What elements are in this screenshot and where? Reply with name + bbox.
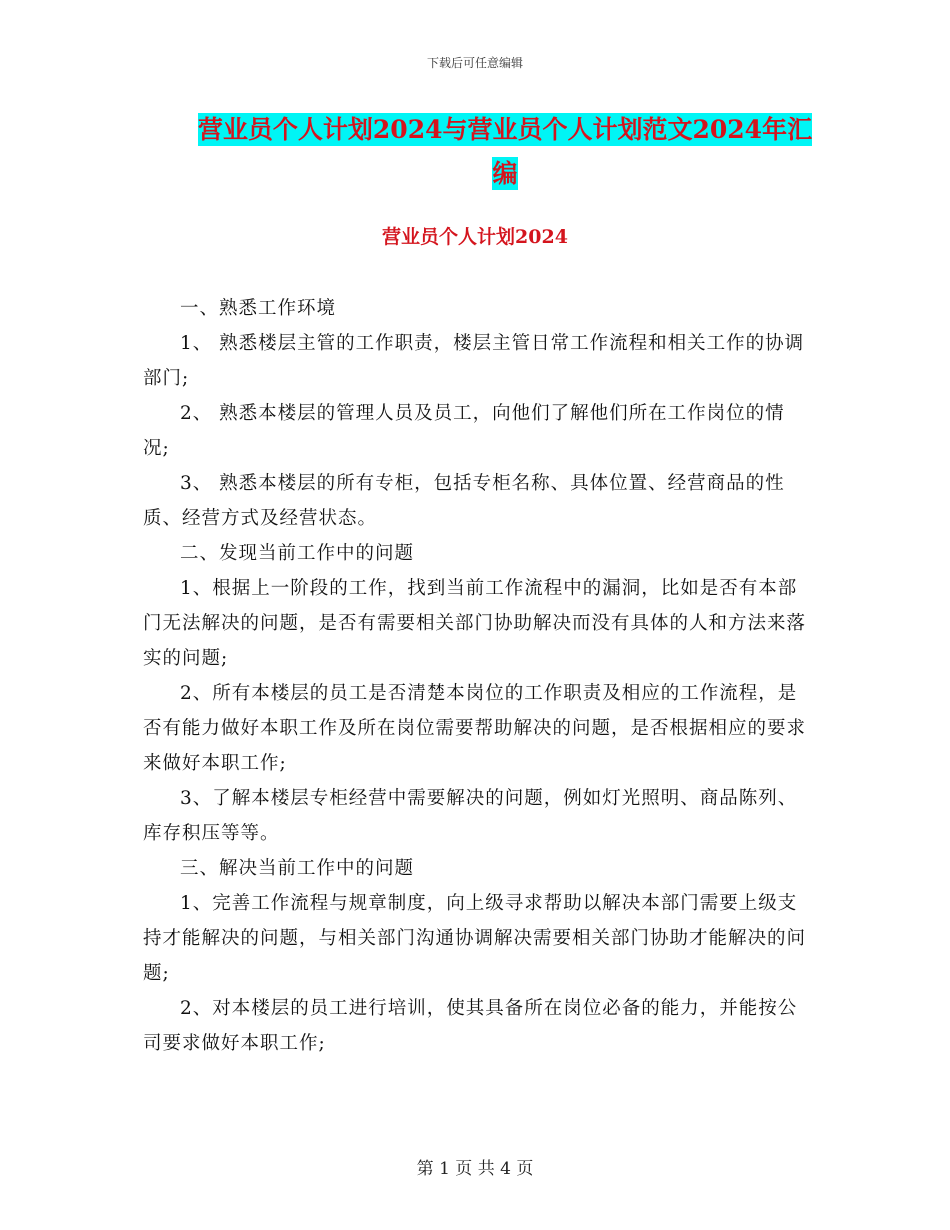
paragraph: 3、了解本楼层专柜经营中需要解决的问题，例如灯光照明、商品陈列、库存积压等等。 [143, 788, 798, 844]
paragraph: 三、解决当前工作中的问题 [180, 858, 415, 879]
document-title [195, 108, 815, 196]
page-footer: 第 1 页 共 4 页 [416, 1159, 534, 1179]
document-body [143, 291, 808, 1061]
paragraph: 1、完善工作流程与规章制度，向上级寻求帮助以解决本部门需要上级支持才能解决的问题，与相关部门沟通协调解决需要相关部门协助才能解决的问题; [143, 893, 807, 984]
paragraph: 2、 熟悉本楼层的管理人员及员工，向他们了解他们所在工作岗位的情况; [143, 403, 785, 459]
paragraph: 一、熟悉工作环境 [180, 298, 337, 319]
paragraph: 二、发现当前工作中的问题 [180, 543, 415, 564]
paragraph: 2、对本楼层的员工进行培训，使其具备所在岗位必备的能力，并能按公司要求做好本职工作; [143, 998, 798, 1054]
paragraph: 3、 熟悉本楼层的所有专柜，包括专柜名称、具体位置、经营商品的性质、经营方式及经营状态。 [143, 473, 785, 529]
paragraph: 1、根据上一阶段的工作，找到当前工作流程中的漏洞，比如是否有本部门无法解决的问题，是否有需要相关部门协助解决而没有具体的人和方法来落实的问题; [143, 578, 807, 669]
header-note: 下载后可任意编辑 [426, 56, 523, 70]
paragraph: 1、 熟悉楼层主管的工作职责，楼层主管日常工作流程和相关工作的协调部门; [143, 333, 805, 389]
section-title: 营业员个人计划2024 [382, 226, 568, 248]
document-title-text: 营业员个人计划2024与营业员个人计划范文2024年汇编 [197, 115, 813, 188]
paragraph: 2、所有本楼层的员工是否清楚本岗位的工作职责及相应的工作流程，是否有能力做好本职工作及所在岗位需要帮助解决的问题，是否根据相应的要求来做好本职工作; [143, 683, 807, 774]
